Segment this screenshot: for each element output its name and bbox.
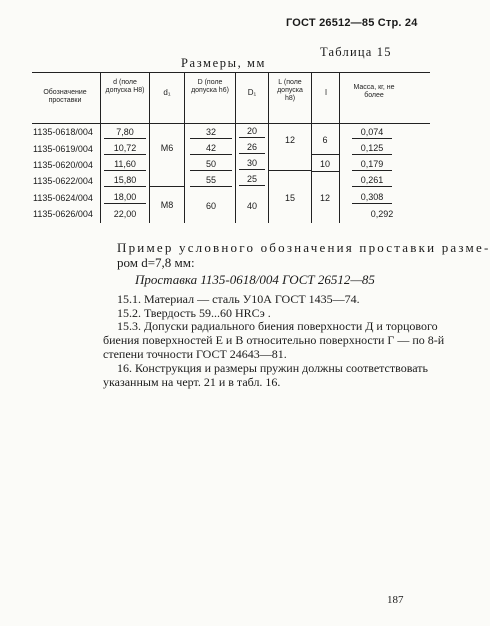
designation-cell: 1135-0619/004 <box>33 144 93 154</box>
table-header-rule <box>32 123 430 124</box>
item-15-3-cont: степени точности ГОСТ 24643—81. <box>103 347 287 361</box>
col-divider <box>339 72 340 223</box>
designation-example: Проставка 1135-0618/004 ГОСТ 26512—85 <box>135 272 375 287</box>
designation-cell: 1135-0626/004 <box>33 209 93 219</box>
page-number: 187 <box>387 594 404 606</box>
D-value: 55 <box>190 175 232 187</box>
l-12: 12 <box>319 193 330 203</box>
header-mass: Масса, кг, не более <box>353 84 395 99</box>
table-caption: Размеры, мм <box>181 56 267 70</box>
L-15: 15 <box>284 193 295 203</box>
designation-cell: 1135-0618/004 <box>33 127 93 137</box>
mass-value: 0,308 <box>352 192 392 204</box>
mass-value: 0,292 <box>370 209 394 219</box>
d-value: 15,80 <box>104 175 146 187</box>
col-divider <box>235 72 236 223</box>
header-designation: Обозначение проставки <box>43 89 87 104</box>
d-value: 11,60 <box>104 159 146 171</box>
designation-cell: 1135-0620/004 <box>33 160 93 170</box>
item-16: 16. Конструкция и размеры пружин должны соответствовать <box>117 361 428 375</box>
header-l: l <box>325 88 327 97</box>
header-D: D (поле допуска h6) <box>191 79 229 94</box>
header-d: d (поле допуска H8) <box>105 79 145 94</box>
d-value: 18,00 <box>104 192 146 204</box>
D-merged: 60 <box>205 201 216 211</box>
D1-value: 26 <box>239 142 265 154</box>
col-divider <box>184 72 185 223</box>
page-header: ГОСТ 26512—85 Стр. 24 <box>286 17 418 29</box>
l-separator <box>311 154 339 155</box>
table-label: Таблица 15 <box>320 45 392 59</box>
mass-value: 0,261 <box>352 175 392 187</box>
mass-value: 0,125 <box>352 143 392 155</box>
example-line-2: ром d=7,8 мм: <box>117 255 195 270</box>
item-15-2: 15.2. Твердость 59...60 HRCэ . <box>117 306 271 320</box>
D-value: 42 <box>190 143 232 155</box>
D1-value: 25 <box>239 174 265 186</box>
mass-value: 0,179 <box>352 159 392 171</box>
l-separator <box>311 171 339 172</box>
d1-m8: М8 <box>160 200 174 210</box>
d-value: 10,72 <box>104 143 146 155</box>
col-divider <box>268 72 269 223</box>
D1-merged: 40 <box>246 201 257 211</box>
header-D1: D₁ <box>247 88 257 97</box>
header-d1: d₁ <box>163 88 171 97</box>
item-15-3-cont: биения поверхностей Е и В относительно поверхности Г — по 8-й <box>103 333 445 347</box>
D-value: 50 <box>190 159 232 171</box>
item-16-cont: указанным на черт. 21 и в табл. 16. <box>103 375 281 389</box>
mass-value: 0,074 <box>352 127 392 139</box>
l-6: 6 <box>322 135 328 145</box>
table-top-rule <box>32 72 430 73</box>
designation-cell: 1135-0624/004 <box>33 193 93 203</box>
D1-value: 20 <box>239 126 265 138</box>
item-15-3: 15.3. Допуски радиального биения поверхности Д и торцового <box>117 319 438 333</box>
col-divider <box>100 72 101 223</box>
d-value: 7,80 <box>104 127 146 139</box>
designation-cell: 1135-0622/004 <box>33 176 93 186</box>
d-value: 22,00 <box>113 209 137 219</box>
l-10: 10 <box>319 159 330 169</box>
L-separator <box>268 170 311 171</box>
L-12: 12 <box>284 135 295 145</box>
header-L: L (поле допуска h8) <box>277 79 303 102</box>
D1-value: 30 <box>239 158 265 170</box>
item-15-1: 15.1. Материал — сталь У10А ГОСТ 1435—74. <box>117 292 360 306</box>
d1-separator <box>149 186 184 187</box>
d1-m6: М6 <box>160 143 174 153</box>
example-line-1: Пример условного обозначения проставки разме- <box>117 240 490 255</box>
D-value: 32 <box>190 127 232 139</box>
